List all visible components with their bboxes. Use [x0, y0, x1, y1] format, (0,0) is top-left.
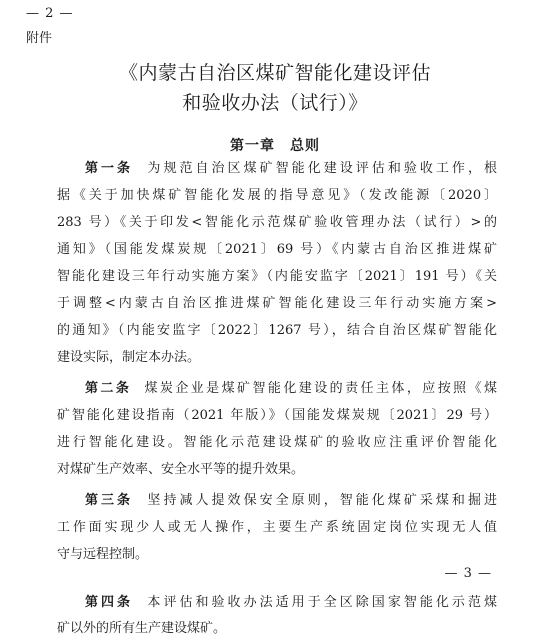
- article-3-line-2: 工作面实现少人或无人操作，主要生产系统固定岗位实现无人值: [57, 520, 497, 535]
- article-4-line-1: [85, 594, 497, 612]
- article-2-line-4: 对煤矿生产效率、安全水平等的提升效果。: [57, 462, 305, 477]
- article-2-line-3: 进行智能化建设。智能化示范建设煤矿的验收应注重评价智能化: [57, 435, 497, 450]
- chapter-heading: 第一章 总则: [230, 138, 320, 154]
- article-4-text: 本评估和验收办法适用于全区除国家智能化示范煤: [147, 595, 497, 610]
- article-1-line-5: 智能化建设三年行动实施方案》（内能安监字〔2021〕191 号）《关: [57, 269, 497, 284]
- article-1-text: 为规范自治区煤矿智能化建设评估和验收工作，根: [147, 161, 497, 176]
- article-4-line-2: 矿以外的所有生产建设煤矿。: [57, 621, 227, 636]
- article-1-line-4: 通知》（国能发煤炭规〔2021〕69 号）《内蒙古自治区推进煤矿: [57, 242, 497, 257]
- article-3-text: 坚持减人提效保安全原则，智能化煤矿采煤和掘进: [147, 493, 497, 508]
- article-3-line-1: [85, 492, 497, 510]
- page-number-top: — 2 —: [26, 6, 74, 21]
- article-3-label: 第三条: [85, 493, 134, 508]
- article-1-label: 第一条: [85, 161, 134, 176]
- document-title-line-1: 《内蒙古自治区煤矿智能化建设评估: [118, 62, 431, 84]
- article-1-line-8: 建设实际，制定本办法。: [57, 350, 201, 365]
- attachment-label: 附件: [26, 31, 53, 46]
- article-2-line-1: [85, 380, 497, 398]
- article-2-label: 第二条: [85, 381, 132, 396]
- article-1-line-6: 于调整<内蒙古自治区推进煤矿智能化建设三年行动实施方案>: [57, 296, 497, 311]
- article-3-line-3: 守与远程控制。: [57, 547, 149, 562]
- article-4-label: 第四条: [85, 595, 134, 610]
- article-2-line-2: 矿智能化建设指南（2021 年版）》（国能发煤炭规〔2021〕29 号）: [57, 408, 497, 423]
- article-2-text: 煤炭企业是煤矿智能化建设的责任主体，应按照《煤: [144, 381, 497, 396]
- article-1-line-1: [85, 160, 497, 178]
- article-1-line-2: 据《关于加快煤矿智能化发展的指导意见》（发改能源〔2020〕: [57, 188, 497, 203]
- page-number-bottom: — 3 —: [444, 566, 492, 581]
- article-1-line-3: 283 号）《关于印发<智能化示范煤矿验收管理办法（试行）>的: [57, 215, 497, 230]
- article-1-line-7: 的通知》（内能安监字〔2022〕1267 号），结合自治区煤矿智能化: [57, 323, 497, 338]
- document-title-line-2: 和验收办法（试行）》: [182, 92, 368, 114]
